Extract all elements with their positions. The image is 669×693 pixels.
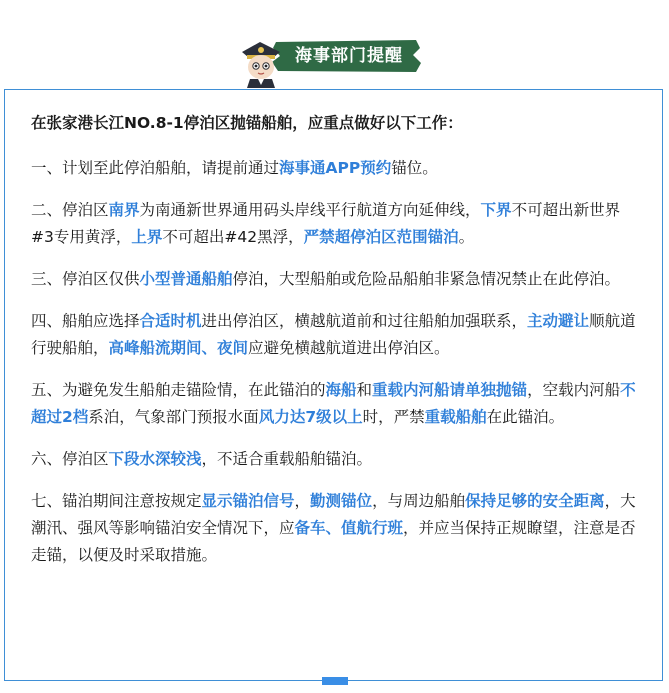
body-text: 进出停泊区，横越航道前和过往船舶加强联系， [201,312,528,330]
highlight-text: 风力达7级以上 [258,408,363,426]
highlight-text: 合适时机 [139,312,202,330]
notice-item [31,308,641,362]
body-text: 顺航道行驶船舶， [31,312,636,357]
header [0,0,669,92]
body-text: 三、停泊区仅供 [31,270,140,288]
body-text: ，并应当保持正规瞭望，注意是否走锚，以便及时采取措施。 [31,519,636,564]
notice-item [31,377,641,431]
body-text: 。 [458,228,475,246]
body-text: 四、船舶应选择 [31,312,140,330]
notice-item [31,266,641,293]
notice-items [31,155,641,569]
body-text: 七、锚泊期间注意按规定 [31,492,202,510]
highlight-text: 海船 [325,381,357,399]
highlight-text: 小型普通船舶 [139,270,233,288]
body-text: 停泊，大型船舶或危险品船舶非紧急情况禁止在此停泊。 [232,270,621,288]
body-text: 和 [356,381,373,399]
body-text: 为南通新世界通用码头岸线平行航道方向延伸线， [139,201,481,219]
highlight-text: 备车、值航行班 [294,519,404,537]
body-text: 锚位。 [391,159,438,177]
body-text: 不可超出新世界#3专用黄浮， [31,201,621,246]
notice-item [31,197,641,251]
body-text: 二、停泊区 [31,201,109,219]
highlight-text: 保持足够的安全距离 [465,492,605,510]
body-text: ， [294,492,311,510]
body-text: ，大潮汛、强风等影响锚泊安全情况下，应 [31,492,636,537]
highlight-text: 主动避让 [527,312,590,330]
highlight-text: 下界 [480,201,512,219]
notice-item [31,446,641,473]
highlight-text: 显示锚泊信号 [201,492,295,510]
highlight-text: 上界 [131,228,163,246]
highlight-text: 高峰船流期间、夜间 [108,339,249,357]
intro-text: 在张家港长江NO.8-1停泊区抛锚船舶，应重点做好以下工作： [31,114,463,132]
header-title: 海事部门提醒 [295,46,403,66]
highlight-text: 海事通APP预约 [279,159,392,177]
body-text: ，空载内河船 [527,381,621,399]
body-text: 应避免横越航道进出停泊区。 [248,339,450,357]
highlight-text: 重载船舶 [424,408,487,426]
body-text: ，不适合重载船舶锚泊。 [201,450,373,468]
highlight-text: 勤测锚位 [310,492,373,510]
body-text: 五、为避免发生船舶走锚险情，在此锚泊的 [31,381,326,399]
notice-content [31,110,641,584]
highlight-text: 下段水深较浅 [108,450,202,468]
highlight-text: 不超过2档 [31,381,636,426]
body-text: 系泊，气象部门预报水面 [88,408,259,426]
body-text: 六、停泊区 [31,450,109,468]
body-text: 一、计划至此停泊船舶，请提前通过 [31,159,280,177]
body-text: 不可超出#42黑浮， [162,228,304,246]
highlight-text: 重载内河船请单独抛锚 [372,381,528,399]
body-text: ，与周边船舶 [372,492,466,510]
notice-item [31,488,641,569]
notice-item [31,155,641,182]
highlight-text: 严禁超停泊区范围锚泊 [303,228,459,246]
body-text: 在此锚泊。 [486,408,565,426]
highlight-text: 南界 [108,201,140,219]
body-text: 时，严禁 [362,408,425,426]
officer-avatar-icon [236,38,286,88]
bottom-tab-marker [322,677,348,685]
